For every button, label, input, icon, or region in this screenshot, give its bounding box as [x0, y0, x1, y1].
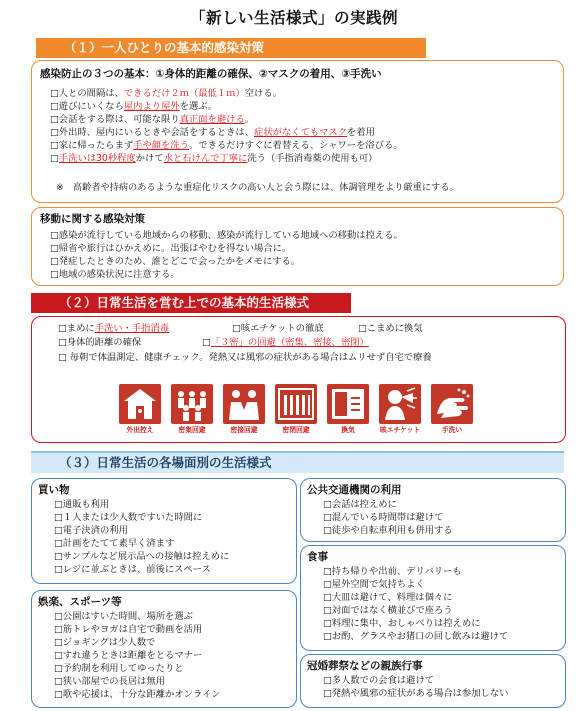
shopping-heading: 買い物 [38, 484, 70, 496]
daily-row-1c: □咳エチケットの徹底 [232, 323, 324, 334]
page-title: 「新しい生活様式」の実践例 [189, 9, 398, 27]
transit-heading: 公共交通機関の利用 [307, 484, 402, 496]
transit-item: □徒歩や自転車利用も併用する [323, 525, 453, 536]
sports-item: □予約制を利用してゆったりと [54, 663, 184, 674]
icon-label: 密接回避 [230, 426, 258, 434]
meals-box [300, 545, 566, 651]
handwash-icon [431, 384, 473, 424]
daily-row-1a: □まめに手洗い・手指消毒 [58, 323, 170, 334]
meals-heading: 食事 [307, 551, 328, 563]
meals-item: □大皿は避けて、料理は個々に [323, 592, 453, 603]
daily-row-2b: □「３密」の回避（密集、密接、密閉） [202, 337, 369, 348]
shopping-item: □１人または少人数ですいた時間に [54, 512, 203, 523]
icon-cell-0 [114, 384, 166, 434]
icon-label: 密閉回避 [282, 426, 310, 434]
basics-line-5: □家に帰ったらまず手や顔を洗う。できるだけすぐに着替える、シャワーを浴びる。 [50, 140, 403, 151]
icon-cell-2 [218, 384, 270, 434]
outing-icon [119, 384, 161, 424]
transit-box [300, 478, 566, 542]
ceremonies-item: □発熱や風邪の症状がある場合は参加しない [323, 688, 509, 699]
icon-cell-4 [322, 384, 374, 434]
sports-item: □筋トレやヨガは自宅で動画を活用 [54, 624, 203, 635]
meals-item: □お酌、グラスやお猪口の回し飲みは避けて [323, 631, 509, 642]
shopping-item: □レジに並ぶときは、前後にスペース [54, 564, 211, 575]
shopping-item: □サンプルなど展示品への接触は控えめに [54, 551, 230, 562]
travel-item: □発症したときのため、誰とどこで会ったかをメモにする。 [50, 256, 301, 267]
daily-basics-box [31, 316, 566, 443]
meals-item: □屋外空間で気持ちよく [323, 579, 425, 590]
transit-item: □混んでいる時間帯は避けて [323, 512, 444, 523]
icon-label: 外出控え [126, 426, 154, 434]
daily-row-3: □ 毎朝で体温測定、健康チェック。発熱又は風邪の症状がある場合はムリせず自宅で療養 [58, 352, 432, 363]
basics-line-3: □会話をする際は、可能な限り真正面を避ける。 [50, 114, 255, 125]
meals-item: □料理に集中、おしゃべりは控えめに [323, 618, 481, 629]
icon-cell-6 [426, 384, 478, 434]
closed-space-icon [275, 384, 317, 424]
shopping-item: □計画をたてて素早く済ます [54, 538, 175, 549]
section1-band: （１）一人ひとりの基本的感染対策 [36, 38, 426, 58]
meals-item: □対面ではなく横並びで座ろう [323, 605, 453, 616]
transit-item: □会話は控えめに [323, 499, 397, 510]
travel-item: □地域の感染状況に注意する。 [50, 269, 180, 280]
sports-item: □ジョギングは少人数で [54, 637, 156, 648]
daily-row-1d: □こまめに換気 [358, 323, 423, 334]
ceremonies-item: □多人数での会食は避けて [323, 675, 435, 686]
crowd-icon [171, 384, 213, 424]
sports-item: □狭い部屋での長居は無用 [54, 676, 166, 687]
cough-etiquette-icon [379, 384, 421, 424]
icon-cell-3 [270, 384, 322, 434]
travel-item: □感染が流行している地域からの移動、感染が流行している地域への移動は控える。 [50, 230, 403, 241]
meals-item: □持ち帰りや出前、デリバリーも [323, 566, 462, 577]
travel-box [31, 207, 564, 286]
daily-row-2a: □身体的距離の確保 [58, 337, 142, 348]
basics-line-6: □手洗いは30秒程度かけて水と石けんで丁寧に洗う（手指消毒薬の使用も可） [50, 153, 378, 164]
basics-line-4: □外出時、屋内にいるときや会話をするときは、症状がなくてもマスクを着用 [50, 127, 375, 138]
sports-item: □すれ違うときは距離をとるマナー [54, 650, 203, 661]
basics-line-1: □人との間隔は、できるだけ２ｍ（最低１ｍ）空ける。 [50, 88, 282, 99]
shopping-item: □電子決済の利用 [54, 525, 128, 536]
icon-label: 咳エチケット [379, 426, 421, 434]
close-contact-icon [223, 384, 265, 424]
sports-item: □歌や応援は、十分な距離かオンライン [54, 689, 221, 700]
travel-item: □帰省や旅行はひかえめに。出張はやむを得ない場合に。 [50, 243, 292, 254]
shopping-box [31, 478, 297, 584]
shopping-item: □通販も利用 [54, 499, 110, 510]
section3-band: （３）日常生活の各場面別の生活様式 [31, 451, 564, 473]
icon-cell-1 [166, 384, 218, 434]
sports-heading: 娯楽、スポーツ等 [38, 596, 122, 608]
basics-heading: 感染防止の３つの基本：①身体的距離の確保、②マスクの着用、③手洗い [40, 68, 382, 80]
sports-item: □公園はすいた時間、場所を選ぶ [54, 611, 193, 622]
basics-line-2: □遊びにいくなら屋内より屋外を選ぶ。 [50, 101, 218, 112]
icon-label: 換気 [341, 426, 355, 434]
ventilation-icon [327, 384, 369, 424]
section2-band: （２）日常生活を営む上での基本的生活様式 [31, 293, 351, 313]
ceremonies-box [300, 654, 566, 708]
ceremonies-heading: 冠婚葬祭などの親族行事 [307, 660, 423, 672]
sports-box [31, 590, 297, 708]
basics-note: ※ 高齢者や持病のあるような重症化リスクの高い人と会う際には、体調管理をより厳重にする。 [56, 182, 459, 193]
travel-heading: 移動に関する感染対策 [40, 213, 145, 225]
basics-box [31, 60, 564, 203]
icon-label: 密集回避 [178, 426, 206, 434]
icon-label: 手洗い [441, 426, 463, 434]
icon-cell-5 [374, 384, 426, 434]
